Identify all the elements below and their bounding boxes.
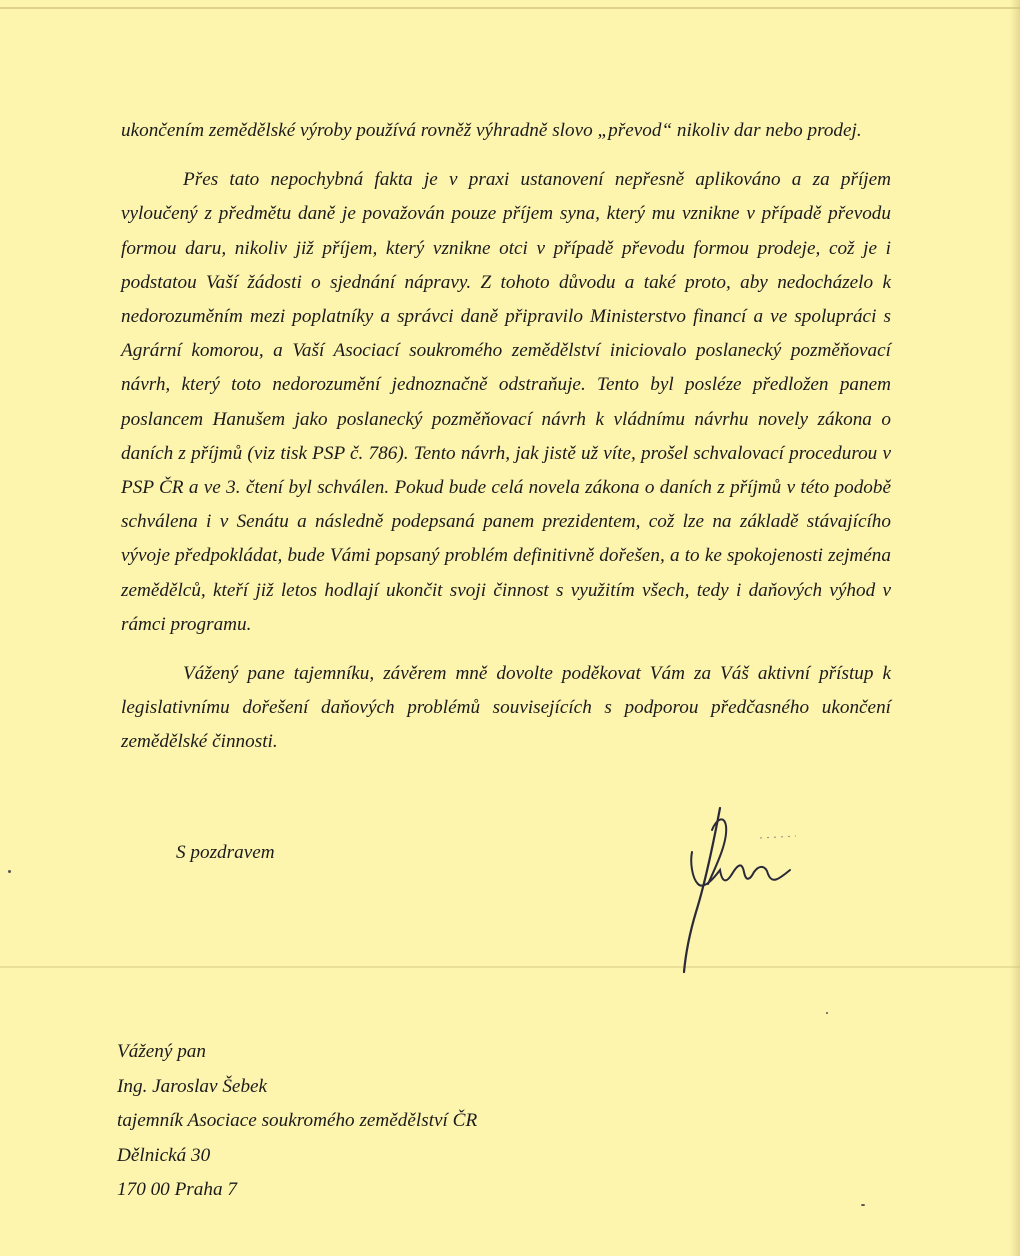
- address-title: tajemník Asociace soukromého zemědělství ČR: [117, 1110, 478, 1131]
- address-name: Ing. Jaroslav Šebek: [117, 1075, 268, 1097]
- paper-speck: [861, 1204, 865, 1206]
- paper-fold-top: [0, 7, 1020, 9]
- paper-speck: [826, 1012, 828, 1014]
- closing-greeting: S pozdravem: [176, 842, 275, 863]
- paper-speck: [8, 870, 11, 873]
- paper-edge-shadow: [1010, 0, 1020, 1256]
- address-salutation: Vážený pan: [117, 1041, 206, 1062]
- handwritten-signature-icon: [668, 800, 808, 980]
- paragraph-continuation: ukončením zemědělské výroby používá rovněž výhradně slovo „převod“ nikoliv dar nebo prodej.: [121, 120, 862, 141]
- paragraph-main: Přes tato nepochybná fakta je v praxi ustanovení nepřesně aplikováno a za příjem vyloučený z předmětu daně je považován pouze příjem syna, který mu vznikne v případě převodu formou daru, nikoliv již příjem, který vznikne otci v případě převodu formou prodeje, což je i podstatou Vaší žádosti o sjednání nápravy. Z tohoto důvodu a také proto, aby nedocházelo k nedorozuměním mezi poplatníky a správci daně připravilo Ministerstvo financí a ve spolupráci s Agrární komorou, a Vaší Asociací soukromého zemědělství iniciovalo poslanecký pozměňovací návrh, který toto nedorozumění jednoznačně odstraňuje. Tento byl posléze předložen panem poslancem Hanušem jako poslanecký pozměňovací návrh k vládnímu návrhu novely zákona o daních z příjmů (viz tisk PSP č. 786). Tento návrh, jak jistě už víte, prošel schvalovací procedurou v PSP ČR a ve 3. čtení byl schválen. Pokud bude celá novela zákona o daních z příjmů v této podobě schválena i v Senátu a následně podepsaná panem prezidentem, což lze na základě stávajícího vývoje předpokládat, bude Vámi popsaný problém definitivně dořešen, a to ke spokojenosti zejména zemědělců, kteří již letos hodlají ukončit svoji činnost s využitím všech, tedy i daňových výhod v rámci programu.: [121, 169, 891, 635]
- address-street: Dělnická 30: [117, 1144, 211, 1166]
- paper-fold-middle: [0, 966, 1020, 968]
- letter-body: [121, 114, 891, 760]
- paragraph-thanks: Vážený pane tajemníku, závěrem mně dovolte poděkovat Vám za Váš aktivní přístup k legislativnímu dořešení daňových problémů souvisejících s podporou předčasného ukončení zemědělské činnosti.: [121, 663, 891, 753]
- address-city: 170 00 Praha 7: [117, 1179, 237, 1200]
- recipient-address: [117, 1035, 477, 1208]
